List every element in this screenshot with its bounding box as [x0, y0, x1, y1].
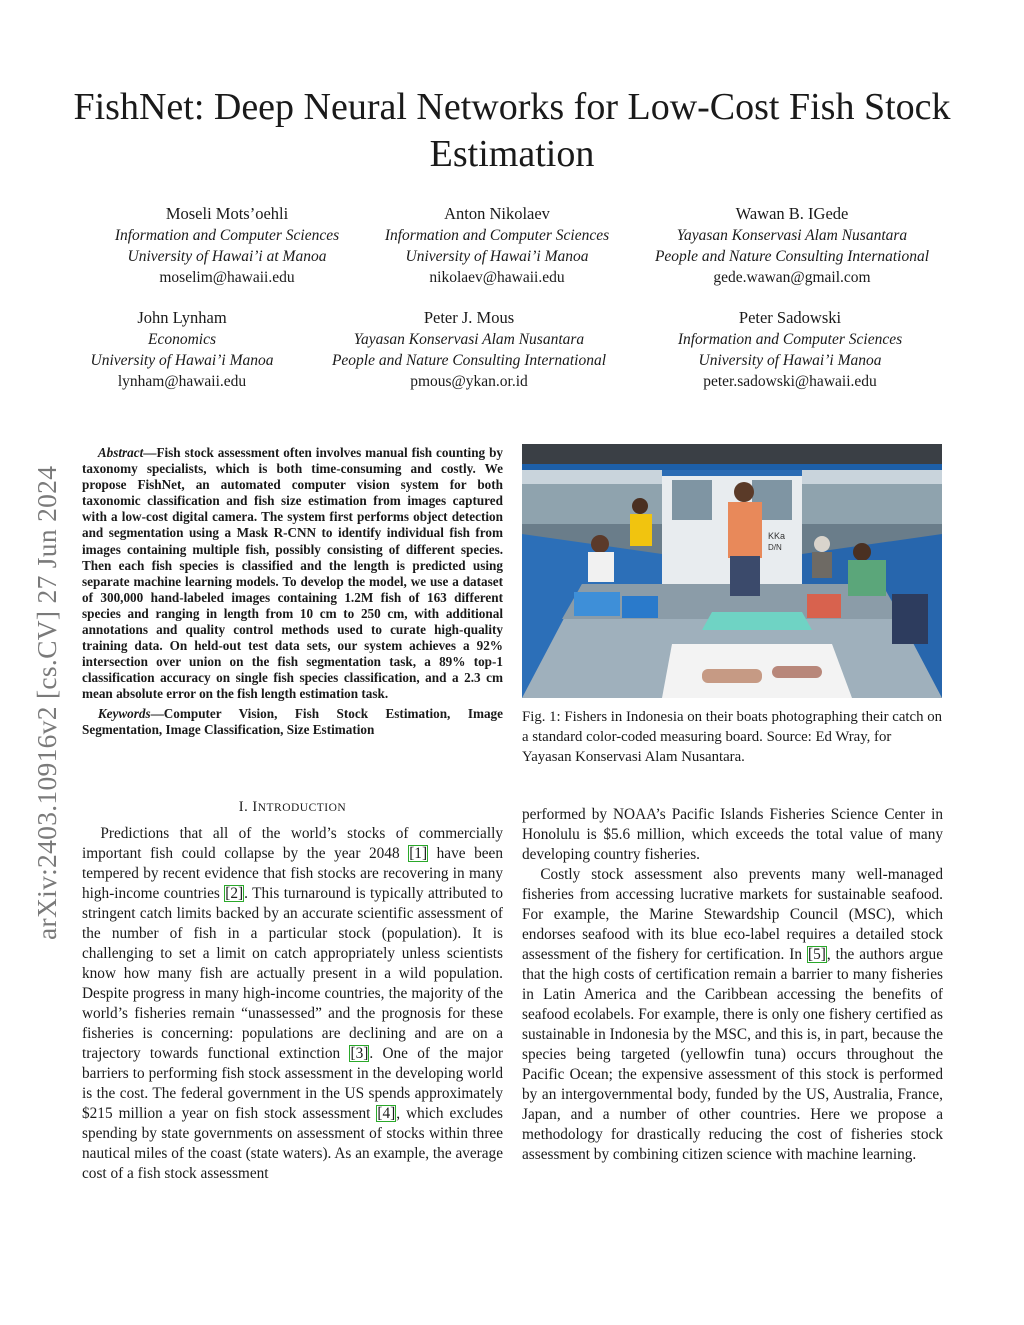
abstract — [82, 445, 503, 738]
author-affiliation: People and Nature Consulting International — [654, 248, 930, 265]
author-affiliation: University of Hawai’i Manoa — [698, 352, 882, 369]
author-block — [640, 307, 940, 392]
author-block — [352, 203, 642, 288]
paragraph: performed by NOAA’s Pacific Islands Fisheries Science Center in Honolulu is $5.6 million, which exceeds the total value of many developing country fisheries. — [522, 806, 943, 863]
author-block — [82, 203, 372, 288]
author-block — [312, 307, 626, 392]
author-block — [62, 307, 302, 392]
author-affiliation: University of Hawai’i Manoa — [405, 248, 589, 265]
figure-caption: Fig. 1: Fishers in Indonesia on their boats photographing their catch on a standard color-coded measuring board. Source: Ed Wray, for Yayasan Konservasi Alam Nusantara. — [522, 709, 942, 765]
author-affiliation: Yayasan Konservasi Alam Nusantara — [353, 331, 585, 348]
author-name: Wawan B. IGede — [735, 204, 849, 223]
citation-link[interactable]: [5] — [808, 946, 826, 963]
section-numeral: I. — [238, 799, 249, 815]
author-name: Moseli Mots’oehli — [165, 204, 289, 223]
intro-left-column — [82, 824, 503, 1184]
section-title-initial: I — [252, 799, 258, 815]
author-email[interactable]: pmous@ykan.or.id — [410, 373, 528, 390]
author-affiliation: Yayasan Konservasi Alam Nusantara — [676, 227, 908, 244]
figure-photo-fishers — [522, 444, 942, 698]
author-name: Peter J. Mous — [423, 308, 515, 327]
author-email[interactable]: nikolaev@hawaii.edu — [429, 269, 565, 286]
author-affiliation: Information and Computer Sciences — [677, 331, 903, 348]
abstract-text: —Fish stock assessment often involves manual fish counting by taxonomy specialists, which is both time-consuming and costly. We propose FishNet, an automated computer vision system for both taxonomic classification and fish size estimation from images captured with a low-cost digital camera. The system first performs object detection and segmentation using a Mask R-CNN to identify individual fish from images containing multiple fish, possibly consisting of different species. Then each fish species is classified and the length is predicted using separate machine learning models. To develop the model, we use a dataset of 300,000 hand-labeled images containing 1.2M fish of 163 different species and ranging in length from 10 cm to 250 cm, with additional annotations and quality control methods used to curate high-quality training data. On held-out test data sets, our system achieves a 92% intersection over union on the fish segmentation task, a 89% top-1 classification accuracy on single fish species classification, and a 2.3 cm mean absolute error on the fish length estimation task. — [82, 445, 503, 702]
paragraph: Costly stock assessment also prevents many well-managed fisheries from accessing lucrative markets for sustainable seafood. For example, the Marine Stewardship Council (MSC), which endorses seafood with its blue eco-label requires a detailed stock assessment of the fishery for certification. In [5], the authors argue that the high costs of certification remain a barrier to many fisheries in Latin America and the Caribbean accessing the benefits of seafood ecolabels. For example, there is only one fishery certified as sustainable in Indonesia by the MSC, and this is, in part, because the species being targeted (yellowfin tuna) occurs throughout the Pacific Ocean; the expensive assessment of this stock is performed by an intergovernmental body, funded by the US, Australia, France, Japan, and a number of other countries. Here we propose a methodology for drastically reducing the cost of fisheries stock assessment by combining citizen science with machine learning. — [522, 866, 943, 1163]
citation-link[interactable]: [4] — [377, 1105, 396, 1122]
citation-link[interactable]: [1] — [409, 845, 428, 862]
paragraph: Predictions that all of the world’s stocks of commercially important fish could collapse by the year 2048 [1] have been tempered by recent evidence that fish stocks are recovering in many high-income countries [2]. This turnaround is typically attributed to stringent catch limits backed by an accurate scientific assessment of the number of fish in a particular stock (population). It is challenging to set a limit on catch appropriately unless scientists know how many fish are actually present in a wild population. Despite progress in many high-income countries, the majority of the world’s fisheries remain “unassessed” and the prognosis for these fisheries is concerning: populations are declining and are on a trajectory towards functional extinction [3]. One of the major barriers to performing fish stock assessment in the developing world is the cost. The federal government in the US spends approximately $215 million a year on fish stock assessment [4], which excludes spending by state governments on assessment of stocks within three nautical miles of the coast (state waters). As an example, the average cost of a fish stock assessment — [82, 825, 503, 1182]
citation-link[interactable]: [2] — [225, 885, 244, 902]
author-name: John Lynham — [137, 308, 227, 327]
author-email[interactable]: lynham@hawaii.edu — [117, 373, 247, 390]
author-name: Peter Sadowski — [738, 308, 842, 327]
author-affiliation: Economics — [147, 331, 216, 348]
boat-sign-text: KKa — [768, 531, 786, 541]
keywords-text: —Computer Vision, Fish Stock Estimation, Image Segmentation, Image Classification, Size Estimation — [82, 705, 503, 737]
author-email[interactable]: moselim@hawaii.edu — [159, 269, 295, 286]
author-email[interactable]: gede.wawan@gmail.com — [713, 269, 871, 286]
paper-title: FishNet: Deep Neural Networks for Low-Cost Fish Stock Estimation — [73, 86, 951, 175]
boat-sign-text: D/N — [768, 543, 782, 552]
author-affiliation: University of Hawai’i at Manoa — [127, 248, 327, 265]
section-heading — [82, 799, 503, 816]
citation-link[interactable]: [3] — [350, 1045, 369, 1062]
author-email[interactable]: peter.sadowski@hawaii.edu — [703, 373, 877, 390]
keywords-label: Keywords — [97, 705, 151, 721]
author-affiliation: University of Hawai’i Manoa — [90, 352, 274, 369]
author-affiliation: Information and Computer Sciences — [384, 227, 610, 244]
intro-right-column — [522, 805, 943, 1165]
author-name: Anton Nikolaev — [444, 204, 550, 223]
arxiv-identifier[interactable]: arXiv:2403.10916v2 [cs.CV] 27 Jun 2024 — [31, 465, 62, 940]
author-block — [632, 203, 952, 288]
abstract-label: Abstract — [97, 445, 144, 460]
author-affiliation: Information and Computer Sciences — [114, 227, 340, 244]
author-affiliation: People and Nature Consulting International — [331, 352, 607, 369]
section-title-rest: NTRODUCTION — [257, 802, 347, 814]
